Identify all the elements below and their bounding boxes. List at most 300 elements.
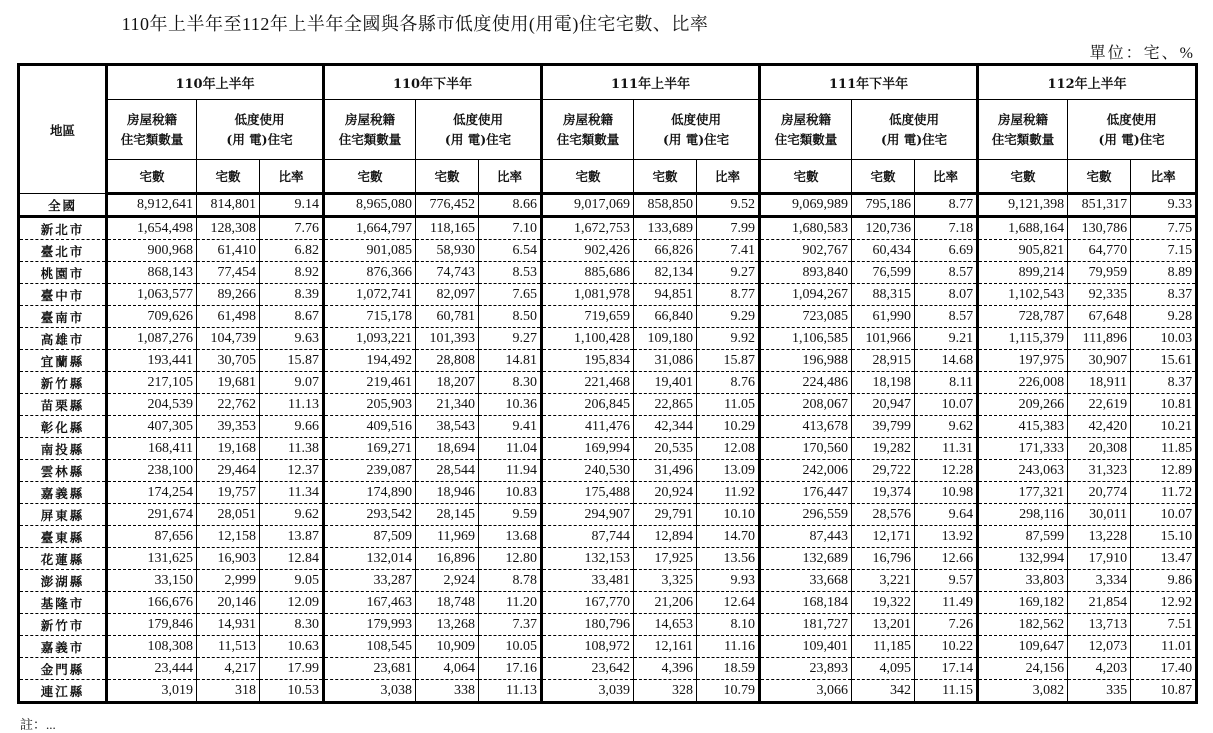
low-usage-header: 低度使用 (用 電)住宅 — [416, 100, 542, 160]
low-usage-count-cell: 120,736 — [852, 217, 915, 240]
ratio-cell: 13.68 — [479, 526, 542, 548]
region-name: 新竹縣 — [19, 372, 107, 394]
housing-count-cell: 240,530 — [542, 460, 634, 482]
housing-count-cell: 132,153 — [542, 548, 634, 570]
housing-count-cell: 194,492 — [324, 350, 416, 372]
housing-count-cell: 1,654,498 — [107, 217, 197, 240]
housing-count-cell: 196,988 — [760, 350, 852, 372]
housing-count-cell: 900,968 — [107, 240, 197, 262]
ratio-cell: 7.99 — [697, 217, 760, 240]
ratio-cell: 6.82 — [260, 240, 324, 262]
table-row — [19, 306, 1197, 328]
low-usage-count-cell: 11,185 — [852, 636, 915, 658]
ratio-cell: 11.72 — [1131, 482, 1197, 504]
ratio-cell: 17.14 — [915, 658, 978, 680]
ratio-cell: 11.92 — [697, 482, 760, 504]
low-usage-count-cell: 10,909 — [416, 636, 479, 658]
ratio-cell: 9.92 — [697, 328, 760, 350]
housing-count-cell: 413,678 — [760, 416, 852, 438]
housing-count-cell: 728,787 — [978, 306, 1068, 328]
ratio-cell: 18.59 — [697, 658, 760, 680]
housing-count-cell: 407,305 — [107, 416, 197, 438]
low-usage-count-cell: 28,915 — [852, 350, 915, 372]
housing-count-cell: 132,689 — [760, 548, 852, 570]
ratio-cell: 10.07 — [1131, 504, 1197, 526]
housing-count-cell: 8,965,080 — [324, 194, 416, 217]
ratio-cell: 9.33 — [1131, 194, 1197, 217]
housing-count-cell: 217,105 — [107, 372, 197, 394]
ratio-cell: 10.22 — [915, 636, 978, 658]
low-usage-count-cell: 94,851 — [634, 284, 697, 306]
ratio-cell: 15.61 — [1131, 350, 1197, 372]
low-usage-count-cell: 31,086 — [634, 350, 697, 372]
housing-count-cell: 170,560 — [760, 438, 852, 460]
low-usage-count-cell: 39,353 — [197, 416, 260, 438]
ratio-header: 比率 — [260, 160, 324, 194]
housing-count-cell: 1,094,267 — [760, 284, 852, 306]
ratio-cell: 8.39 — [260, 284, 324, 306]
low-usage-count-cell: 31,496 — [634, 460, 697, 482]
housing-count-cell: 243,063 — [978, 460, 1068, 482]
region-name: 臺中市 — [19, 284, 107, 306]
low-usage-count-cell: 60,434 — [852, 240, 915, 262]
housing-count-cell: 23,893 — [760, 658, 852, 680]
low-usage-count-cell: 2,999 — [197, 570, 260, 592]
ratio-cell: 13.09 — [697, 460, 760, 482]
housing-count-cell: 239,087 — [324, 460, 416, 482]
table-row — [19, 592, 1197, 614]
low-usage-header: 低度使用 (用 電)住宅 — [634, 100, 760, 160]
housing-count-cell: 182,562 — [978, 614, 1068, 636]
low-usage-count-cell: 20,774 — [1068, 482, 1131, 504]
housing-count-cell: 1,100,428 — [542, 328, 634, 350]
region-name: 花蓮縣 — [19, 548, 107, 570]
ratio-cell: 8.57 — [915, 306, 978, 328]
low-usage-count-cell: 18,694 — [416, 438, 479, 460]
low-usage-count-cell: 118,165 — [416, 217, 479, 240]
low-usage-count-cell: 29,464 — [197, 460, 260, 482]
region-name: 連江縣 — [19, 680, 107, 703]
ratio-cell: 10.81 — [1131, 394, 1197, 416]
housing-count-cell: 1,680,583 — [760, 217, 852, 240]
housing-count-cell: 109,647 — [978, 636, 1068, 658]
housing-count-cell: 1,087,276 — [107, 328, 197, 350]
housing-tax-header: 房屋稅籍 住宅類數量 — [107, 100, 197, 160]
ratio-cell: 7.76 — [260, 217, 324, 240]
ratio-cell: 15.10 — [1131, 526, 1197, 548]
ratio-cell: 9.29 — [697, 306, 760, 328]
housing-count-cell: 3,082 — [978, 680, 1068, 703]
housing-count-cell: 171,333 — [978, 438, 1068, 460]
count-header: 宅數 — [760, 160, 852, 194]
housing-count-cell: 174,890 — [324, 482, 416, 504]
low-usage-count-cell: 101,966 — [852, 328, 915, 350]
ratio-cell: 12.84 — [260, 548, 324, 570]
region-name: 新竹市 — [19, 614, 107, 636]
ratio-cell: 10.29 — [697, 416, 760, 438]
low-usage-count-cell: 29,722 — [852, 460, 915, 482]
low-usage-count-cell: 12,158 — [197, 526, 260, 548]
table-row — [19, 372, 1197, 394]
housing-count-cell: 23,642 — [542, 658, 634, 680]
ratio-cell: 9.62 — [260, 504, 324, 526]
low-usage-count-cell: 20,308 — [1068, 438, 1131, 460]
ratio-cell: 9.62 — [915, 416, 978, 438]
low-usage-count-cell: 3,334 — [1068, 570, 1131, 592]
housing-count-cell: 1,115,379 — [978, 328, 1068, 350]
ratio-cell: 12.64 — [697, 592, 760, 614]
housing-count-cell: 23,444 — [107, 658, 197, 680]
low-usage-count-cell: 14,931 — [197, 614, 260, 636]
table-row — [19, 614, 1197, 636]
housing-count-cell: 168,411 — [107, 438, 197, 460]
ratio-cell: 11.15 — [915, 680, 978, 703]
ratio-cell: 11.34 — [260, 482, 324, 504]
housing-count-cell: 108,545 — [324, 636, 416, 658]
low-usage-count-cell: 82,097 — [416, 284, 479, 306]
ratio-cell: 10.36 — [479, 394, 542, 416]
housing-count-cell: 180,796 — [542, 614, 634, 636]
region-name: 彰化縣 — [19, 416, 107, 438]
housing-count-cell: 9,069,989 — [760, 194, 852, 217]
count-header: 宅數 — [542, 160, 634, 194]
low-usage-count-cell: 61,498 — [197, 306, 260, 328]
region-name: 桃園市 — [19, 262, 107, 284]
low-count-header: 宅數 — [197, 160, 260, 194]
housing-count-cell: 87,599 — [978, 526, 1068, 548]
low-usage-header: 低度使用 (用 電)住宅 — [1068, 100, 1197, 160]
ratio-cell: 8.77 — [915, 194, 978, 217]
low-usage-count-cell: 12,171 — [852, 526, 915, 548]
low-usage-count-cell: 20,535 — [634, 438, 697, 460]
ratio-cell: 9.07 — [260, 372, 324, 394]
region-name: 金門縣 — [19, 658, 107, 680]
region-name: 澎湖縣 — [19, 570, 107, 592]
low-usage-count-cell: 16,896 — [416, 548, 479, 570]
low-usage-count-cell: 4,217 — [197, 658, 260, 680]
low-usage-count-cell: 13,268 — [416, 614, 479, 636]
low-usage-count-cell: 19,322 — [852, 592, 915, 614]
housing-count-cell: 221,468 — [542, 372, 634, 394]
low-usage-count-cell: 76,599 — [852, 262, 915, 284]
low-usage-count-cell: 39,799 — [852, 416, 915, 438]
period-header: 110年下半年 — [324, 65, 542, 100]
table-row — [19, 240, 1197, 262]
housing-count-cell: 9,017,069 — [542, 194, 634, 217]
housing-tax-header: 房屋稅籍 住宅類數量 — [324, 100, 416, 160]
low-usage-count-cell: 67,648 — [1068, 306, 1131, 328]
low-usage-count-cell: 21,206 — [634, 592, 697, 614]
low-usage-count-cell: 18,911 — [1068, 372, 1131, 394]
housing-count-cell: 195,834 — [542, 350, 634, 372]
low-usage-count-cell: 19,757 — [197, 482, 260, 504]
low-usage-count-cell: 12,073 — [1068, 636, 1131, 658]
ratio-header: 比率 — [915, 160, 978, 194]
housing-count-cell: 885,686 — [542, 262, 634, 284]
housing-tax-header: 房屋稅籍 住宅類數量 — [542, 100, 634, 160]
ratio-cell: 8.50 — [479, 306, 542, 328]
region-name: 臺東縣 — [19, 526, 107, 548]
region-name: 臺南市 — [19, 306, 107, 328]
housing-count-cell: 169,271 — [324, 438, 416, 460]
ratio-cell: 14.68 — [915, 350, 978, 372]
ratio-cell: 7.41 — [697, 240, 760, 262]
ratio-cell: 11.04 — [479, 438, 542, 460]
low-usage-count-cell: 19,401 — [634, 372, 697, 394]
low-usage-count-cell: 133,689 — [634, 217, 697, 240]
low-usage-count-cell: 3,221 — [852, 570, 915, 592]
low-usage-count-cell: 82,134 — [634, 262, 697, 284]
ratio-cell: 11.16 — [697, 636, 760, 658]
housing-count-cell: 166,676 — [107, 592, 197, 614]
low-usage-count-cell: 795,186 — [852, 194, 915, 217]
housing-count-cell: 1,063,577 — [107, 284, 197, 306]
housing-count-cell: 179,993 — [324, 614, 416, 636]
low-usage-count-cell: 79,959 — [1068, 262, 1131, 284]
housing-count-cell: 3,038 — [324, 680, 416, 703]
table-row — [19, 350, 1197, 372]
region-name: 全國 — [19, 194, 107, 217]
housing-count-cell: 868,143 — [107, 262, 197, 284]
table-row — [19, 438, 1197, 460]
period-header: 111年上半年 — [542, 65, 760, 100]
ratio-cell: 11.13 — [260, 394, 324, 416]
low-usage-count-cell: 16,796 — [852, 548, 915, 570]
ratio-cell: 15.87 — [697, 350, 760, 372]
housing-count-cell: 719,659 — [542, 306, 634, 328]
low-usage-count-cell: 19,168 — [197, 438, 260, 460]
low-count-header: 宅數 — [416, 160, 479, 194]
housing-count-cell: 3,066 — [760, 680, 852, 703]
ratio-cell: 9.59 — [479, 504, 542, 526]
low-usage-count-cell: 77,454 — [197, 262, 260, 284]
ratio-cell: 8.30 — [260, 614, 324, 636]
low-usage-count-cell: 28,051 — [197, 504, 260, 526]
housing-count-cell: 175,488 — [542, 482, 634, 504]
low-usage-count-cell: 22,865 — [634, 394, 697, 416]
low-usage-count-cell: 19,681 — [197, 372, 260, 394]
housing-count-cell: 108,308 — [107, 636, 197, 658]
ratio-cell: 7.75 — [1131, 217, 1197, 240]
ratio-cell: 10.83 — [479, 482, 542, 504]
ratio-cell: 7.26 — [915, 614, 978, 636]
housing-count-cell: 176,447 — [760, 482, 852, 504]
low-usage-count-cell: 61,990 — [852, 306, 915, 328]
low-usage-count-cell: 11,969 — [416, 526, 479, 548]
housing-count-cell: 1,081,978 — [542, 284, 634, 306]
ratio-cell: 8.67 — [260, 306, 324, 328]
low-usage-count-cell: 66,840 — [634, 306, 697, 328]
ratio-cell: 9.66 — [260, 416, 324, 438]
housing-count-cell: 901,085 — [324, 240, 416, 262]
low-usage-count-cell: 42,420 — [1068, 416, 1131, 438]
housing-count-cell: 108,972 — [542, 636, 634, 658]
housing-count-cell: 109,401 — [760, 636, 852, 658]
ratio-cell: 7.51 — [1131, 614, 1197, 636]
table-row — [19, 284, 1197, 306]
count-header: 宅數 — [324, 160, 416, 194]
region-name: 高雄市 — [19, 328, 107, 350]
ratio-cell: 17.99 — [260, 658, 324, 680]
low-usage-count-cell: 28,576 — [852, 504, 915, 526]
low-count-header: 宅數 — [634, 160, 697, 194]
ratio-cell: 8.30 — [479, 372, 542, 394]
ratio-cell: 10.21 — [1131, 416, 1197, 438]
unit-label: 單位：宅、% — [1089, 45, 1195, 62]
housing-count-cell: 167,463 — [324, 592, 416, 614]
low-usage-count-cell: 21,854 — [1068, 592, 1131, 614]
table-row — [19, 548, 1197, 570]
low-usage-count-cell: 61,410 — [197, 240, 260, 262]
low-usage-count-cell: 16,903 — [197, 548, 260, 570]
low-usage-count-cell: 128,308 — [197, 217, 260, 240]
low-usage-count-cell: 4,095 — [852, 658, 915, 680]
region-header: 地區 — [19, 65, 107, 194]
low-usage-count-cell: 109,180 — [634, 328, 697, 350]
table-row — [19, 262, 1197, 284]
ratio-cell: 10.07 — [915, 394, 978, 416]
ratio-cell: 9.05 — [260, 570, 324, 592]
low-usage-count-cell: 18,748 — [416, 592, 479, 614]
housing-count-cell: 24,156 — [978, 658, 1068, 680]
ratio-cell: 12.89 — [1131, 460, 1197, 482]
ratio-cell: 9.21 — [915, 328, 978, 350]
housing-count-cell: 723,085 — [760, 306, 852, 328]
table-row — [19, 658, 1197, 680]
low-usage-count-cell: 18,198 — [852, 372, 915, 394]
ratio-cell: 8.37 — [1131, 284, 1197, 306]
count-header: 宅數 — [107, 160, 197, 194]
housing-count-cell: 23,681 — [324, 658, 416, 680]
ratio-cell: 10.63 — [260, 636, 324, 658]
low-usage-count-cell: 42,344 — [634, 416, 697, 438]
housing-count-cell: 177,321 — [978, 482, 1068, 504]
ratio-cell: 10.10 — [697, 504, 760, 526]
low-usage-count-cell: 130,786 — [1068, 217, 1131, 240]
ratio-cell: 7.65 — [479, 284, 542, 306]
housing-count-cell: 1,106,585 — [760, 328, 852, 350]
region-name: 屏東縣 — [19, 504, 107, 526]
housing-count-cell: 902,426 — [542, 240, 634, 262]
housing-count-cell: 1,688,164 — [978, 217, 1068, 240]
housing-count-cell: 209,266 — [978, 394, 1068, 416]
low-usage-count-cell: 28,808 — [416, 350, 479, 372]
housing-count-cell: 87,744 — [542, 526, 634, 548]
housing-count-cell: 709,626 — [107, 306, 197, 328]
low-usage-count-cell: 3,325 — [634, 570, 697, 592]
low-usage-header: 低度使用 (用 電)住宅 — [197, 100, 324, 160]
low-usage-count-cell: 11,513 — [197, 636, 260, 658]
ratio-cell: 12.28 — [915, 460, 978, 482]
housing-count-cell: 905,821 — [978, 240, 1068, 262]
ratio-cell: 7.37 — [479, 614, 542, 636]
ratio-cell: 6.54 — [479, 240, 542, 262]
housing-count-cell: 181,727 — [760, 614, 852, 636]
housing-count-cell: 291,674 — [107, 504, 197, 526]
ratio-cell: 7.10 — [479, 217, 542, 240]
ratio-cell: 11.13 — [479, 680, 542, 703]
ratio-cell: 11.01 — [1131, 636, 1197, 658]
housing-count-cell: 1,072,741 — [324, 284, 416, 306]
low-usage-count-cell: 18,207 — [416, 372, 479, 394]
housing-count-cell: 876,366 — [324, 262, 416, 284]
housing-count-cell: 87,656 — [107, 526, 197, 548]
housing-tax-header: 房屋稅籍 住宅類數量 — [760, 100, 852, 160]
ratio-cell: 13.87 — [260, 526, 324, 548]
low-usage-count-cell: 12,161 — [634, 636, 697, 658]
ratio-cell: 10.03 — [1131, 328, 1197, 350]
ratio-cell: 17.40 — [1131, 658, 1197, 680]
housing-count-cell: 226,008 — [978, 372, 1068, 394]
housing-count-cell: 168,184 — [760, 592, 852, 614]
count-header: 宅數 — [978, 160, 1068, 194]
page-title: 110年上半年至112年上半年全國與各縣市低度使用(用電)住宅宅數、比率 — [121, 14, 709, 34]
footnote: 註：... — [20, 717, 56, 732]
table-row — [19, 482, 1197, 504]
housing-count-cell: 132,994 — [978, 548, 1068, 570]
housing-count-cell: 33,150 — [107, 570, 197, 592]
ratio-cell: 8.66 — [479, 194, 542, 217]
period-header: 112年上半年 — [978, 65, 1197, 100]
housing-count-cell: 205,903 — [324, 394, 416, 416]
low-usage-count-cell: 18,946 — [416, 482, 479, 504]
ratio-cell: 9.86 — [1131, 570, 1197, 592]
housing-count-cell: 1,102,543 — [978, 284, 1068, 306]
housing-count-cell: 33,481 — [542, 570, 634, 592]
ratio-cell: 10.98 — [915, 482, 978, 504]
ratio-cell: 8.07 — [915, 284, 978, 306]
region-name: 南投縣 — [19, 438, 107, 460]
ratio-cell: 7.15 — [1131, 240, 1197, 262]
ratio-header: 比率 — [1131, 160, 1197, 194]
housing-count-cell: 294,907 — [542, 504, 634, 526]
housing-count-cell: 206,845 — [542, 394, 634, 416]
ratio-cell: 6.69 — [915, 240, 978, 262]
low-usage-count-cell: 20,146 — [197, 592, 260, 614]
table-row — [19, 526, 1197, 548]
housing-count-cell: 208,067 — [760, 394, 852, 416]
low-usage-count-cell: 776,452 — [416, 194, 479, 217]
housing-count-cell: 87,509 — [324, 526, 416, 548]
ratio-cell: 8.11 — [915, 372, 978, 394]
ratio-cell: 11.85 — [1131, 438, 1197, 460]
low-usage-count-cell: 88,315 — [852, 284, 915, 306]
housing-count-cell: 33,668 — [760, 570, 852, 592]
table-row — [19, 504, 1197, 526]
ratio-cell: 13.92 — [915, 526, 978, 548]
low-usage-header: 低度使用 (用 電)住宅 — [852, 100, 978, 160]
housing-count-cell: 715,178 — [324, 306, 416, 328]
low-usage-count-cell: 31,323 — [1068, 460, 1131, 482]
housing-count-cell: 197,975 — [978, 350, 1068, 372]
ratio-cell: 9.14 — [260, 194, 324, 217]
ratio-cell: 12.66 — [915, 548, 978, 570]
low-usage-count-cell: 30,705 — [197, 350, 260, 372]
housing-count-cell: 1,093,221 — [324, 328, 416, 350]
ratio-cell: 9.93 — [697, 570, 760, 592]
region-name: 嘉義縣 — [19, 482, 107, 504]
table-row — [19, 394, 1197, 416]
low-usage-housing-table — [17, 63, 1198, 704]
ratio-cell: 12.80 — [479, 548, 542, 570]
ratio-cell: 11.38 — [260, 438, 324, 460]
low-usage-count-cell: 17,925 — [634, 548, 697, 570]
low-usage-count-cell: 17,910 — [1068, 548, 1131, 570]
ratio-cell: 13.47 — [1131, 548, 1197, 570]
housing-count-cell: 298,116 — [978, 504, 1068, 526]
ratio-cell: 11.05 — [697, 394, 760, 416]
ratio-cell: 11.49 — [915, 592, 978, 614]
